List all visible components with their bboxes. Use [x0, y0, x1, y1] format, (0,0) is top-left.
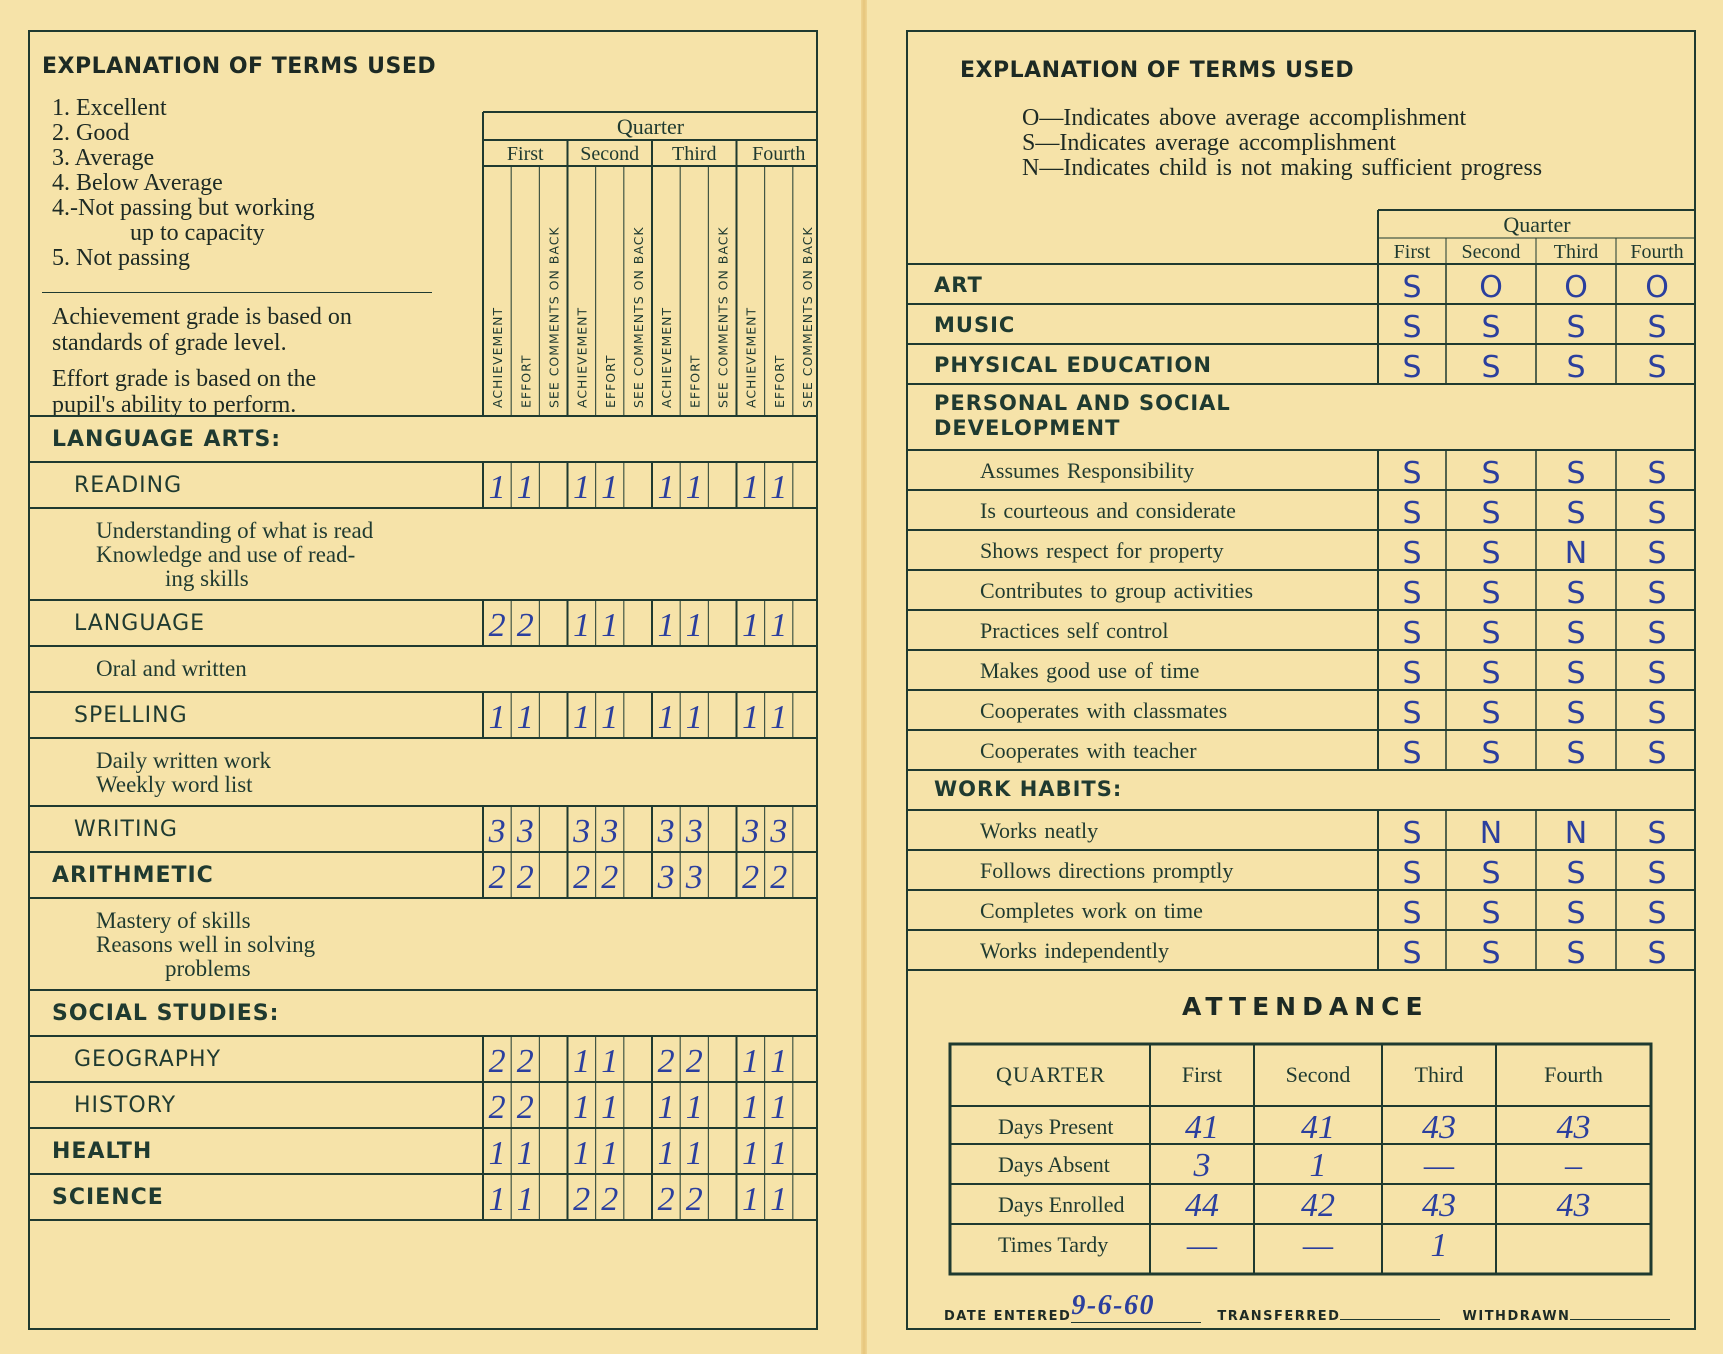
grade-mark: 1: [742, 1181, 760, 1218]
attendance-row-label: Times Tardy: [998, 1232, 1109, 1257]
subject-label: WRITING: [74, 817, 178, 842]
grade-mark: 2: [488, 859, 506, 896]
note-line: Effort grade is based on the: [52, 366, 317, 392]
grade-mark: S: [1647, 456, 1667, 491]
grade-mark: S: [1402, 270, 1422, 305]
item-label: Makes good use of time: [980, 658, 1200, 683]
grade-mark: 3: [488, 813, 506, 850]
grade-mark: 1: [601, 607, 619, 644]
attendance-header: Fourth: [1544, 1062, 1603, 1087]
right-grade-grid: [906, 30, 1696, 1330]
grade-mark: S: [1566, 496, 1586, 531]
grade-mark: N: [1564, 536, 1588, 571]
grade-mark: 1: [770, 607, 788, 644]
grade-mark: 1: [770, 469, 788, 506]
grade-mark: S: [1647, 310, 1667, 345]
subcol-label: EFFORT: [771, 354, 787, 408]
attendance-title: ATTENDANCE: [1182, 992, 1429, 1021]
grade-mark: 2: [601, 1181, 619, 1218]
attendance-row-label: Days Enrolled: [998, 1192, 1125, 1217]
grade-mark: S: [1647, 936, 1667, 971]
grade-mark: 1: [573, 1135, 591, 1172]
subcol-label: ACHIEVEMENT: [574, 306, 590, 408]
grade-mark: 1: [601, 469, 619, 506]
grade-mark: S: [1402, 896, 1422, 931]
scale-item: 2. Good: [52, 120, 130, 146]
grade-mark: 1: [488, 1181, 506, 1218]
subcol-label: SEE COMMENTS ON BACK: [799, 226, 815, 408]
grade-mark: S: [1647, 816, 1667, 851]
grade-mark: S: [1402, 736, 1422, 771]
section-label: MUSIC: [934, 313, 1016, 337]
scale-item: 3. Average: [52, 145, 155, 171]
quarter-label: Quarter: [1503, 212, 1571, 237]
attendance-value: 1: [1309, 1147, 1327, 1184]
item-label: Shows respect for property: [980, 538, 1224, 563]
grade-mark: S: [1566, 896, 1586, 931]
grade-mark: S: [1647, 616, 1667, 651]
grade-mark: S: [1566, 350, 1586, 385]
withdrawn-line: [1570, 1319, 1670, 1320]
grade-mark: 1: [601, 1135, 619, 1172]
left-heading: EXPLANATION OF TERMS USED: [42, 54, 437, 79]
subcol-label: SEE COMMENTS ON BACK: [546, 226, 562, 408]
grade-mark: O: [1564, 270, 1588, 305]
grade-mark: S: [1481, 856, 1501, 891]
grade-mark: 3: [573, 813, 591, 850]
quarter-second: Second: [580, 143, 640, 165]
description-line: Oral and written: [96, 656, 247, 681]
grade-mark: 1: [516, 469, 534, 506]
grade-mark: 1: [770, 1181, 788, 1218]
description-line: ing skills: [96, 566, 249, 591]
grade-mark: 1: [657, 1089, 675, 1126]
attendance-value: 44: [1185, 1187, 1219, 1224]
attendance-value: 3: [1193, 1147, 1211, 1184]
note-line: pupil's ability to perform.: [52, 392, 297, 418]
item-label: Practices self control: [980, 618, 1169, 643]
grade-mark: N: [1564, 816, 1588, 851]
item-label: Cooperates with classmates: [980, 698, 1228, 723]
scale-item: 5. Not passing: [52, 245, 190, 271]
grade-mark: S: [1566, 696, 1586, 731]
transferred-line: [1340, 1319, 1440, 1320]
grade-mark: S: [1566, 736, 1586, 771]
subject-label: HISTORY: [74, 1093, 177, 1118]
item-label: Assumes Responsibility: [980, 458, 1195, 483]
grade-mark: S: [1647, 496, 1667, 531]
note-line: standards of grade level.: [52, 330, 287, 356]
scale-item: 4. Below Average: [52, 170, 223, 196]
item-label: Works neatly: [980, 818, 1099, 843]
grade-mark: S: [1481, 936, 1501, 971]
grade-mark: 2: [657, 1181, 675, 1218]
grade-mark: S: [1647, 896, 1667, 931]
attendance-value: 43: [1422, 1109, 1456, 1146]
subject-label: ARITHMETIC: [52, 863, 214, 888]
grade-mark: S: [1647, 576, 1667, 611]
grade-mark: 2: [770, 859, 788, 896]
grade-mark: 1: [488, 699, 506, 736]
grade-mark: S: [1402, 696, 1422, 731]
description-line: Weekly word list: [96, 772, 253, 797]
attendance-value: 43: [1556, 1187, 1591, 1224]
grade-mark: 1: [573, 469, 591, 506]
grade-mark: 1: [573, 699, 591, 736]
grade-mark: S: [1481, 536, 1501, 571]
grade-mark: O: [1645, 270, 1669, 305]
grade-mark: S: [1566, 656, 1586, 691]
grade-mark: 1: [601, 1089, 619, 1126]
grade-mark: 3: [685, 813, 703, 850]
subject-label: SPELLING: [74, 703, 188, 728]
subcol-label: EFFORT: [687, 354, 703, 408]
grade-mark: S: [1566, 576, 1586, 611]
subject-label: READING: [74, 473, 183, 498]
grade-mark: S: [1566, 936, 1586, 971]
attendance-value: –: [1565, 1147, 1582, 1184]
grade-mark: 1: [488, 469, 506, 506]
grade-mark: 1: [657, 1135, 675, 1172]
date-entered-label: DATE ENTERED: [944, 1309, 1072, 1324]
group-label: DEVELOPMENT: [934, 416, 1121, 440]
grade-mark: 1: [657, 607, 675, 644]
right-panel: [906, 30, 1696, 1330]
subject-label: SCIENCE: [52, 1185, 164, 1210]
grade-mark: S: [1481, 310, 1501, 345]
grade-mark: 1: [573, 607, 591, 644]
grade-mark: 2: [573, 1181, 591, 1218]
grade-mark: 1: [573, 1043, 591, 1080]
subject-label: HEALTH: [52, 1139, 153, 1164]
attendance-value: 41: [1185, 1109, 1219, 1146]
grade-mark: 2: [601, 859, 619, 896]
grade-mark: 1: [742, 607, 760, 644]
grade-mark: 1: [770, 1135, 788, 1172]
grade-mark: 3: [657, 859, 675, 896]
item-label: Contributes to group activities: [980, 578, 1254, 603]
grade-mark: O: [1479, 270, 1503, 305]
right-heading: EXPLANATION OF TERMS USED: [960, 58, 1355, 83]
section-label: SOCIAL STUDIES:: [52, 1001, 280, 1026]
attendance-value: 41: [1301, 1109, 1335, 1146]
item-label: Cooperates with teacher: [980, 738, 1197, 763]
grade-mark: 3: [516, 813, 534, 850]
grade-mark: 2: [657, 1043, 675, 1080]
term-item: N—Indicates child is not making sufficient progress: [1022, 155, 1543, 181]
grade-mark: S: [1481, 456, 1501, 491]
quarter-third: Third: [672, 143, 717, 165]
scale-item: up to capacity: [130, 220, 265, 246]
grade-mark: 3: [601, 813, 619, 850]
grade-mark: 2: [573, 859, 591, 896]
grade-mark: S: [1647, 656, 1667, 691]
section-label: LANGUAGE ARTS:: [52, 427, 282, 452]
grade-mark: 1: [601, 699, 619, 736]
subcol-label: EFFORT: [518, 354, 534, 408]
subcol-label: SEE COMMENTS ON BACK: [630, 226, 646, 408]
description-line: Knowledge and use of read-: [96, 542, 356, 567]
term-item: S—Indicates average accomplishment: [1022, 130, 1396, 156]
grade-mark: 1: [685, 469, 703, 506]
grade-mark: S: [1481, 696, 1501, 731]
subcol-label: ACHIEVEMENT: [743, 306, 759, 408]
item-label: Follows directions promptly: [980, 858, 1234, 883]
grade-mark: S: [1402, 616, 1422, 651]
grade-mark: S: [1481, 350, 1501, 385]
group-label: PERSONAL AND SOCIAL: [934, 391, 1231, 415]
grade-mark: S: [1402, 856, 1422, 891]
grade-mark: 1: [516, 699, 534, 736]
note-line: Achievement grade is based on: [52, 304, 352, 330]
attendance-value: 43: [1556, 1109, 1591, 1146]
subcol-label: ACHIEVEMENT: [490, 306, 506, 408]
quarter-label: Quarter: [616, 114, 685, 139]
grade-mark: S: [1566, 856, 1586, 891]
left-panel: [28, 30, 818, 1330]
grade-mark: 1: [516, 1135, 534, 1172]
quarter-first: First: [1393, 241, 1431, 263]
attendance-header: QUARTER: [996, 1062, 1106, 1087]
grade-mark: S: [1402, 816, 1422, 851]
grade-mark: 2: [488, 1089, 506, 1126]
grade-mark: 1: [657, 699, 675, 736]
subject-label: GEOGRAPHY: [74, 1047, 222, 1072]
attendance-value: —: [1302, 1227, 1334, 1264]
grade-mark: S: [1647, 856, 1667, 891]
grade-mark: 2: [516, 859, 534, 896]
grade-mark: S: [1402, 350, 1422, 385]
scale-item: 4.-Not passing but working: [52, 195, 315, 221]
description-line: Reasons well in solving: [96, 932, 316, 957]
grade-mark: 1: [601, 1043, 619, 1080]
grade-mark: S: [1566, 616, 1586, 651]
attendance-header: Second: [1285, 1062, 1351, 1087]
grade-mark: S: [1402, 536, 1422, 571]
quarter-second: Second: [1461, 241, 1521, 263]
transferred-label: TRANSFERRED: [1217, 1309, 1341, 1324]
grade-mark: 1: [685, 1135, 703, 1172]
grade-mark: 1: [742, 1135, 760, 1172]
description-line: Understanding of what is read: [96, 518, 374, 543]
quarter-fourth: Fourth: [1630, 241, 1684, 263]
grade-mark: 1: [488, 1135, 506, 1172]
attendance-value: 42: [1301, 1187, 1335, 1224]
grade-mark: S: [1402, 310, 1422, 345]
grade-mark: S: [1481, 896, 1501, 931]
grade-mark: 1: [685, 607, 703, 644]
grade-mark: S: [1647, 696, 1667, 731]
grade-mark: 2: [685, 1043, 703, 1080]
grade-mark: 1: [770, 1089, 788, 1126]
subcol-label: ACHIEVEMENT: [659, 306, 675, 408]
section-label: PHYSICAL EDUCATION: [934, 353, 1212, 377]
subject-label: LANGUAGE: [74, 611, 206, 636]
description-line: Mastery of skills: [96, 908, 251, 933]
grade-mark: 2: [516, 1043, 534, 1080]
grade-mark: S: [1402, 456, 1422, 491]
attendance-value: —: [1186, 1227, 1218, 1264]
withdrawn-label: WITHDRAWN: [1462, 1309, 1571, 1324]
grade-mark: S: [1566, 456, 1586, 491]
subcol-label: SEE COMMENTS ON BACK: [715, 226, 731, 408]
grade-mark: 1: [770, 699, 788, 736]
quarter-fourth: Fourth: [752, 143, 806, 165]
grade-mark: 2: [742, 859, 760, 896]
grade-mark: 2: [516, 1089, 534, 1126]
grade-mark: 1: [770, 1043, 788, 1080]
attendance-value: —: [1423, 1147, 1455, 1184]
attendance-row-label: Days Present: [998, 1114, 1114, 1139]
term-item: O—Indicates above average accomplishment: [1022, 105, 1467, 131]
left-grade-grid: [28, 30, 818, 1330]
grade-mark: 3: [657, 813, 675, 850]
grade-mark: 3: [742, 813, 760, 850]
grade-mark: 1: [657, 469, 675, 506]
item-label: Completes work on time: [980, 898, 1203, 923]
attendance-value: 1: [1430, 1227, 1448, 1264]
grade-mark: 3: [770, 813, 788, 850]
grade-mark: S: [1566, 310, 1586, 345]
section-label: ART: [934, 273, 983, 297]
grade-mark: 2: [516, 607, 534, 644]
description-line: Daily written work: [96, 748, 272, 773]
subcol-label: EFFORT: [602, 354, 618, 408]
grade-mark: S: [1647, 736, 1667, 771]
grade-mark: 1: [573, 1089, 591, 1126]
footer: [944, 1290, 1684, 1329]
group-label: WORK HABITS:: [934, 777, 1123, 801]
attendance-row-label: Days Absent: [998, 1152, 1110, 1177]
attendance-value: 43: [1422, 1187, 1456, 1224]
grade-mark: 3: [685, 859, 703, 896]
grade-mark: S: [1402, 936, 1422, 971]
grade-mark: N: [1479, 816, 1503, 851]
quarter-third: Third: [1553, 241, 1599, 263]
grade-mark: 1: [742, 1043, 760, 1080]
grade-mark: 2: [685, 1181, 703, 1218]
grade-mark: S: [1481, 656, 1501, 691]
grade-mark: 1: [742, 699, 760, 736]
description-line: problems: [96, 956, 251, 981]
grade-mark: S: [1481, 496, 1501, 531]
date-entered-value: 9-6-60: [1071, 1290, 1201, 1323]
grade-mark: 2: [488, 607, 506, 644]
grade-mark: S: [1481, 616, 1501, 651]
scale-item: 1. Excellent: [52, 95, 167, 121]
page-fold: [861, 0, 867, 1354]
grade-mark: S: [1647, 536, 1667, 571]
grade-mark: S: [1481, 576, 1501, 611]
attendance-header: Third: [1414, 1062, 1464, 1087]
grade-mark: S: [1647, 350, 1667, 385]
grade-mark: 1: [742, 1089, 760, 1126]
grade-mark: S: [1402, 496, 1422, 531]
grade-mark: 1: [685, 1089, 703, 1126]
grade-mark: 1: [685, 699, 703, 736]
grade-mark: S: [1402, 576, 1422, 611]
attendance-header: First: [1181, 1062, 1223, 1087]
grade-mark: S: [1481, 736, 1501, 771]
grade-mark: 1: [742, 469, 760, 506]
grade-mark: S: [1402, 656, 1422, 691]
grade-mark: 1: [516, 1181, 534, 1218]
quarter-first: First: [506, 143, 544, 165]
item-label: Is courteous and considerate: [980, 498, 1236, 523]
grade-mark: 2: [488, 1043, 506, 1080]
item-label: Works independently: [980, 938, 1170, 963]
